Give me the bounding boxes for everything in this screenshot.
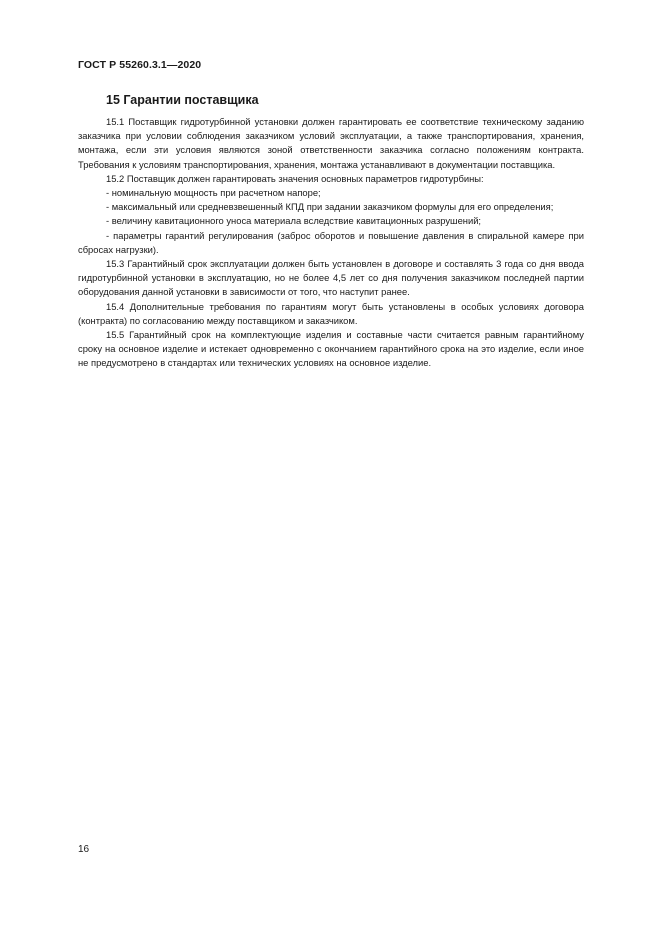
paragraph-15-4: 15.4 Дополнительные требования по гарантиям могут быть установлены в особых условиях договора (контракта) по согласованию между поставщиком и заказчиком. (78, 300, 584, 326)
section-body (78, 115, 584, 371)
list-item-rated-power: - номинальную мощность при расчетном напоре; (106, 187, 321, 199)
paragraph-15-3: 15.3 Гарантийный срок эксплуатации должен быть установлен в договоре и составлять 3 года со дня ввода гидротурбинной установки в эксплуатацию, но не более 4,5 лет со дня получения заказчиком последней партии оборудования данной установки в зависимости от того, что наступит ранее. (78, 258, 584, 298)
document-code: ГОСТ Р 55260.3.1—2020 (78, 59, 202, 71)
paragraph-15-5: 15.5 Гарантийный срок на комплектующие изделия и составные части считается равным гарантийному сроку на основное изделие и истекает одновременно с окончанием гарантийного срока на это изделие, если иное не предусмотрено в стандартах или технических условиях на основное изделие. (78, 329, 584, 369)
list-item-regulation: - параметры гарантий регулирования (заброс оборотов и повышение давления в спиральной камере при сбросах нагрузки). (78, 229, 584, 255)
list-item-cavitation: - величину кавитационного уноса материала вследствие кавитационных разрушений; (106, 215, 482, 227)
paragraph-15-1: 15.1 Поставщик гидротурбинной установки должен гарантировать ее соответствие техническому заданию заказчика при условии соблюдения заказчиком условий эксплуатации, а также транспортирования, хранения, монтажа, если эти условия являются зоной ответственности заказчика согласно положениям контракта. Требования к условиям транспортирования, хранения, монтажа устанавливают в документации поставщика. (78, 116, 584, 170)
list-item-efficiency: - максимальный или средневзвешенный КПД при задании заказчиком формулы для его определения; (106, 201, 554, 213)
paragraph-15-2: 15.2 Поставщик должен гарантировать значения основных параметров гидротурбины: (106, 172, 484, 184)
page-number: 16 (78, 844, 90, 855)
section-title: 15 Гарантии поставщика (106, 93, 259, 107)
